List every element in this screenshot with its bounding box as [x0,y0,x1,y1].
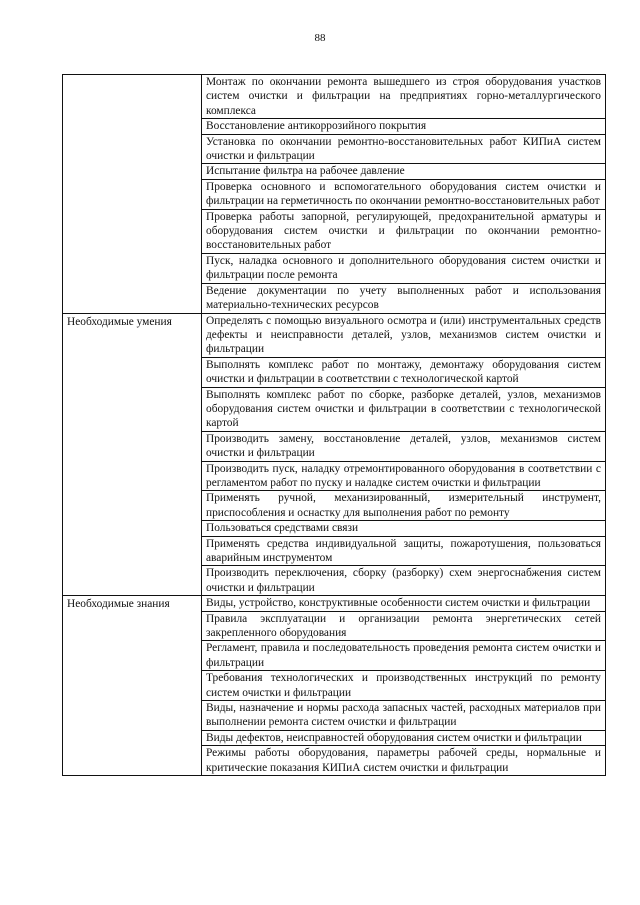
table-cell: Монтаж по окончании ремонта вышедшего из строя оборудования участков систем очистки и фильтрации на предприятиях горно-металлургического комплекса [202,75,606,119]
table-row [63,75,606,119]
table-cell: Виды, назначение и нормы расхода запасных частей, расходных материалов при выполнении ремонта систем очистки и фильтрации [202,701,606,731]
table-cell: Проверка работы запорной, регулирующей, предохранительной арматуры и оборудования систем очистки и фильтрации по окончании ремонтно-восстановительных работ [202,209,606,253]
table-cell: Производить пуск, наладку отремонтированного оборудования в соответствии с регламентом работ по пуску и наладке систем очистки и фильтрации [202,461,606,491]
table-cell: Регламент, правила и последовательность проведения ремонта систем очистки и фильтрации [202,641,606,671]
table-cell: Пуск, наладка основного и дополнительного оборудования систем очистки и фильтрации после ремонта [202,253,606,283]
table-cell: Виды дефектов, неисправностей оборудования систем очистки и фильтрации [202,730,606,745]
table-cell: Ведение документации по учету выполненных работ и использования материально-технических ресурсов [202,283,606,313]
table-cell: Применять средства индивидуальной защиты, пожаротушения, пользоваться аварийным инструментом [202,536,606,566]
table-cell: Выполнять комплекс работ по монтажу, демонтажу оборудования систем очистки и фильтрации в соответствии с технологической картой [202,357,606,387]
table-row [63,596,606,611]
table-cell: Виды, устройство, конструктивные особенности систем очистки и фильтрации [202,596,606,611]
section-label [63,75,202,314]
table-row [63,313,606,357]
table-cell: Восстановление антикоррозийного покрытия [202,119,606,134]
table-cell: Правила эксплуатации и организации ремонта энергетических сетей закрепленного оборудования [202,611,606,641]
table-cell: Применять ручной, механизированный, измерительный инструмент, приспособления и оснастку для выполнения работ по ремонту [202,491,606,521]
table-cell: Проверка основного и вспомогательного оборудования систем очистки и фильтрации на герметичность по окончании ремонтно-восстановительных работ [202,179,606,209]
table-cell: Требования технологических и производственных инструкций по ремонту систем очистки и фильтрации [202,671,606,701]
table-cell: Производить замену, восстановление деталей, узлов, механизмов систем очистки и фильтрации [202,431,606,461]
page-number: 88 [314,32,326,44]
competency-table [62,74,606,776]
table-cell: Определять с помощью визуального осмотра и (или) инструментальных средств дефекты и неисправности деталей, узлов, механизмов систем очистки и фильтрации [202,313,606,357]
table-cell: Производить переключения, сборку (разборку) схем энергоснабжения систем очистки и фильтрации [202,566,606,596]
section-label: Необходимые умения [63,313,202,596]
table-cell: Установка по окончании ремонтно-восстановительных работ КИПиА систем очистки и фильтрации [202,134,606,164]
table-cell: Выполнять комплекс работ по сборке, разборке деталей, узлов, механизмов оборудования систем очистки и фильтрации в соответствии с технологической картой [202,387,606,431]
section-label: Необходимые знания [63,596,202,776]
table-cell: Испытание фильтра на рабочее давление [202,164,606,179]
table-cell: Режимы работы оборудования, параметры рабочей среды, нормальные и критические показания КИПиА систем очистки и фильтрации [202,746,606,776]
table-cell: Пользоваться средствами связи [202,521,606,536]
